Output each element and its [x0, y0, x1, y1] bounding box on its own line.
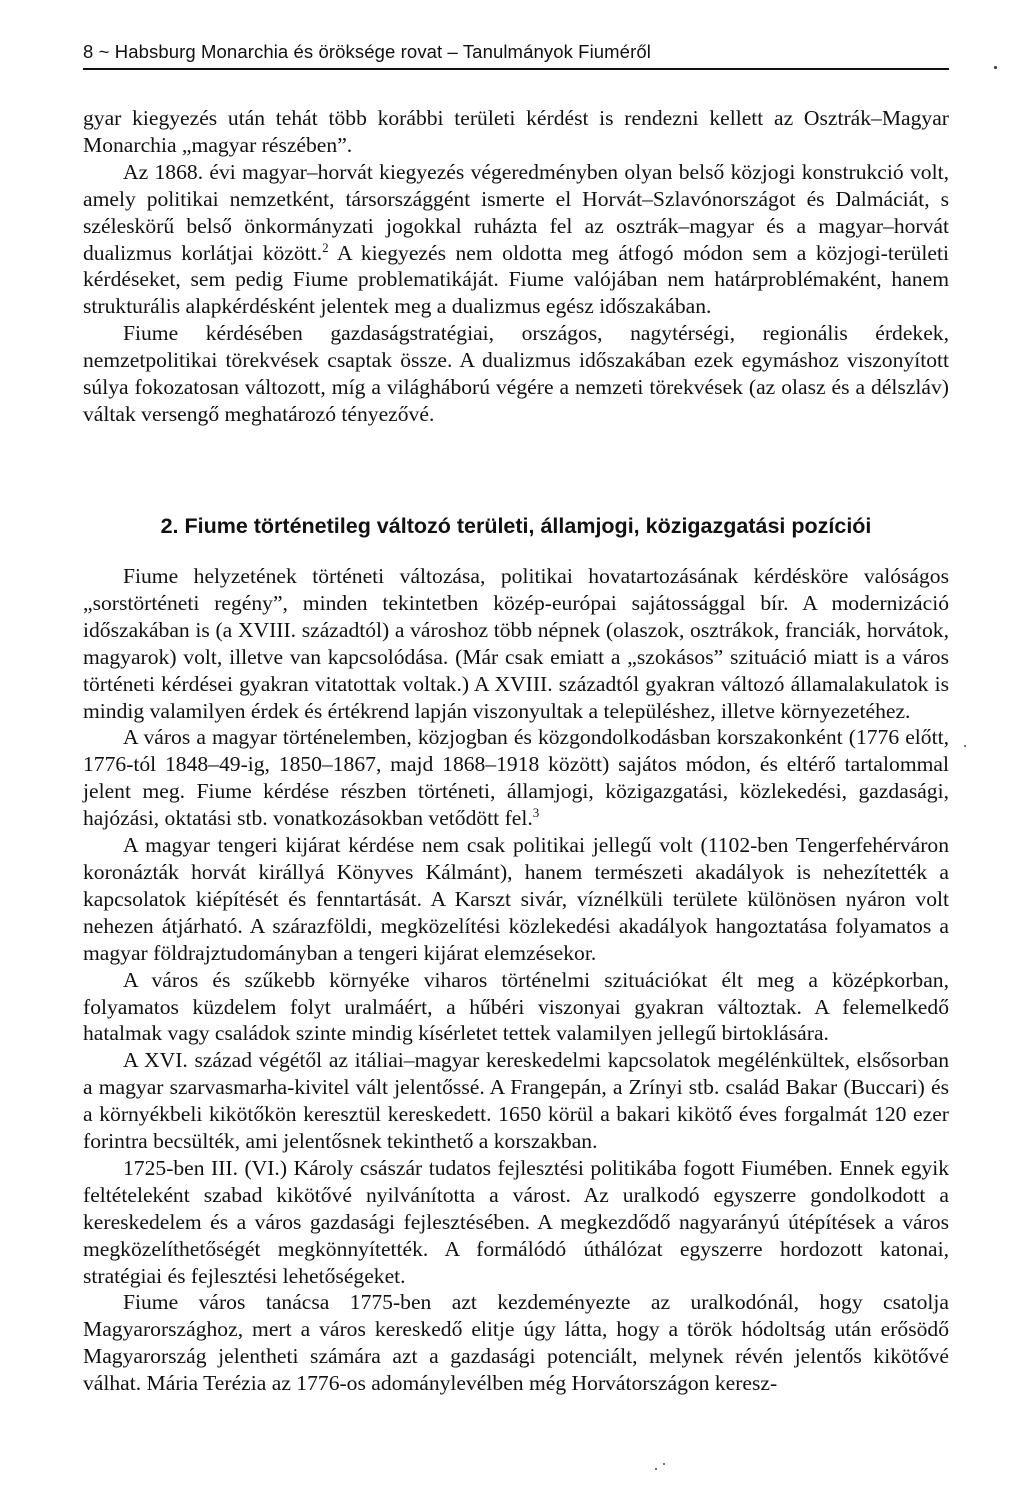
paragraph: A XVI. század végétől az itáliai–magyar kereskedelmi kapcsolatok megélénkültek, elsősorban a magyar szarvasmarha-kivitel vált jelentőssé. A Frangepán, a Zrínyi stb. család Bakar (Buccari) és a környékbeli kikötőkön keresztül kereskedett. 1650 körül a bakari kikötő éves forgalmát 120 ezer forintra becsülték, ami jelentősnek tekinthető a korszakban.	[83, 1048, 949, 1154]
paragraph: Fiume kérdésében gazdaságstratégiai, országos, nagytérségi, regionális érdekek, nemzetpolitikai törekvések csaptak össze. A dualizmus időszakában ezek egymáshoz viszonyított súlya fokozatosan változott, míg a világháború végére a nemzeti törekvések (az olasz és a délszláv) váltak versengő meghatározó tényezővé.	[83, 321, 949, 426]
header-rule	[83, 68, 949, 70]
paragraph: A magyar tengeri kijárat kérdése nem csak politikai jellegű volt (1102-ben Tengerfehérváron koronázták horvát királlyá Könyves Kálmánt), hanem természeti akadályok is nehezítették a kapcsolatok kiépítését és fenntartását. A Karszt sivár, víznélküli területe különösen nyáron volt nehezen átjárható. A szárazföldi, megközelítési közlekedési akadályok hangoztatása folyamatos a magyar földrajztudományban a tengeri kijárat elemzésekor.	[83, 833, 949, 965]
paragraph: A város és szűkebb környéke viharos történelmi szituációkat élt meg a középkorban, folyamatos küzdelem folyt uralmáért, a hűbéri viszonyai gyakran változtak. A felemelkedő hatalmak vagy családok szinte mindig kísérletet tettek valamilyen jellegű birtoklására.	[83, 967, 949, 1046]
paragraph-text: A város a magyar történelemben, közjogban és közgondolkodásban korszakonként (1776 előtt, 1776-tól 1848–49-ig, 1850–1867, majd 1868–1918 között) sajátos módon, és eltérő tartalommal jelent meg. Fiume kérdése részben történeti, államjogi, közigazgatási, közlekedési, gazdasági, hajózási, oktatási stb. vonatkozásokban vetődött fel.	[83, 725, 949, 831]
footnote-marker: 2	[322, 239, 329, 255]
scan-speck	[994, 66, 997, 69]
paragraph-text: A kiegyezés nem oldotta meg átfogó módon sem a közjogi-területi kérdéseket, sem pedig Fiume problematikáját. Fiume valójában nem határproblémaként, hanem strukturális alapkérdésként jelentek meg a dualizmus egész időszakában.	[83, 240, 949, 319]
paragraph: gyar kiegyezés után tehát több korábbi területi kérdést is rendezni kellett az Osztrák–Magyar Monarchia „magyar részében”.	[83, 106, 949, 157]
paragraph: Fiume helyzetének történeti változása, politikai hovatartozásának kérdésköre valóságos „sorstörténeti regény”, minden tekintetben közép-európai sajátossággal bír. A modernizáció időszakában is (a XVIII. századtól) a városhoz több népnek (olaszok, osztrákok, franciák, horvátok, magyarok) volt, illetve van kapcsolódása. (Már csak emiatt a „szokásos” szituáció miatt is a város történeti kérdései gyakran vitatottak voltak.) A XVIII. századtól gyakran változó államalakulatok is mindig valamilyen érdek és értékrend lapján viszonyultak a településhez, illetve környezetéhez.	[83, 564, 949, 723]
paragraph	[83, 724, 949, 832]
section-1-body	[83, 105, 949, 428]
paragraph	[83, 159, 949, 320]
scan-speck	[655, 1468, 657, 1470]
section-2-body	[83, 563, 949, 1397]
footnote-marker: 3	[532, 805, 540, 821]
scan-speck	[663, 1463, 665, 1465]
paragraph: 1725-ben III. (VI.) Károly császár tudatos fejlesztési politikába fogott Fiumében. Ennek egyik feltételeként szabad kikötővé nyilvánította a várost. Az uralkodó egyszerre gondolkodott a kereskedelem és a város gazdasági fejlesztésében. A megkezdődő nagyarányú útépítések a város megközelíthetőségét megkönnyítették. A formálódó úthálózat egyszerre hordozott katonai, stratégiai és fejlesztési lehetőségeket.	[83, 1155, 949, 1288]
section-heading: 2. Fiume történetileg változó területi, államjogi, közigazgatási pozíciói	[160, 514, 872, 538]
paragraph: Fiume város tanácsa 1775-ben azt kezdeményezte az uralkodónál, hogy csatolja Magyarországhoz, mert a város kereskedő elitje úgy látta, hogy a török hódoltság után erősödő Magyarország jelentheti számára azt a gazdasági potenciált, melynek révén jelentős kikötővé válhat. Mária Terézia az 1776-os adománylevélben még Horvátországon keresz-	[83, 1290, 949, 1396]
running-head: 8 ~ Habsburg Monarchia és öröksége rovat – Tanulmányok Fiuméről	[83, 41, 651, 62]
paragraph-text: Az 1868. évi magyar–horvát kiegyezés végeredményben olyan belső közjogi konstrukció volt, amely politikai nemzetként, társországgént ismerte el Horvát–Szlavónországot és Dalmáciát, s széleskörű belső önkormányzati jogokkal ruházta fel az osztrák–magyar és a magyar–horvát dualizmus korlátjai között.	[83, 159, 949, 265]
scan-speck	[964, 745, 966, 747]
